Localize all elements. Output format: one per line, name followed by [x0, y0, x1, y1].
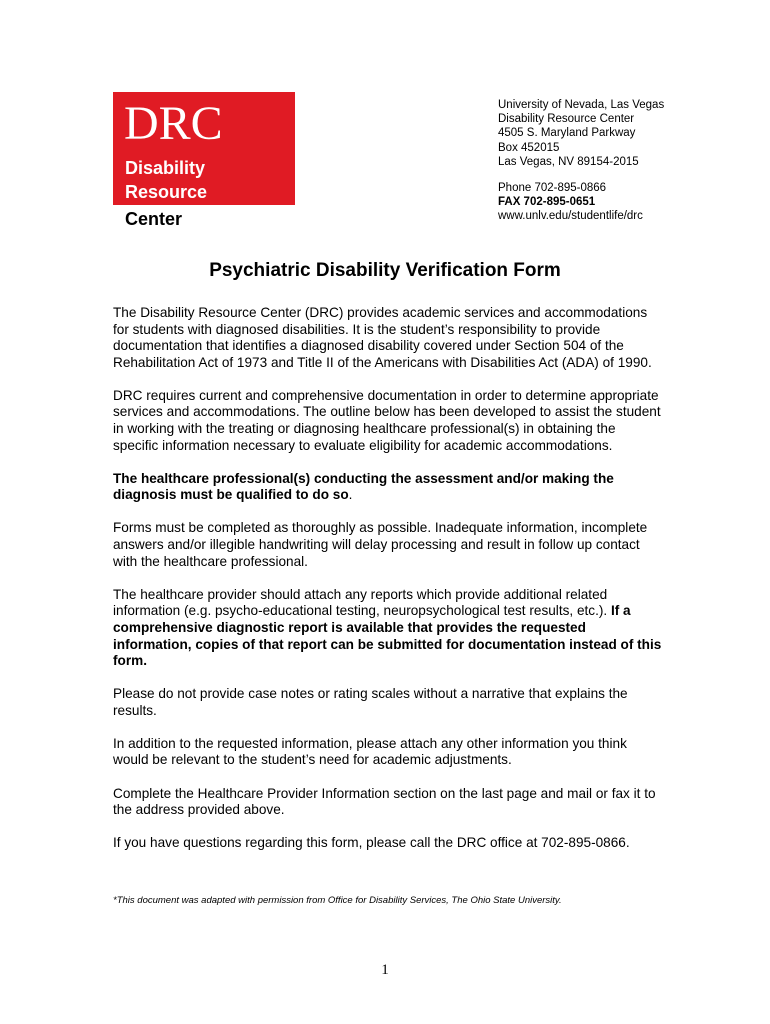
- paragraph-submit: Complete the Healthcare Provider Information section on the last page and mail or fax it to the address provided above.: [113, 785, 656, 818]
- reports-bold-text: If a comprehensive diagnostic report is available that provides the requested information, copies of that report can be submitted for documentation instead of this form.: [113, 603, 662, 669]
- page-number: 1: [381, 962, 389, 978]
- paragraph-case-notes: Please do not provide case notes or rating scales without a narrative that explains the results.: [113, 686, 628, 718]
- footnote: *This document was adapted with permission from Office for Disability Services, The Ohio State University.: [113, 895, 562, 906]
- phone-number: Phone 702-895-0866: [498, 182, 607, 195]
- address-line: Box 452015: [498, 141, 560, 154]
- paragraph-questions: If you have questions regarding this form, please call the DRC office at 702-895-0866.: [113, 835, 630, 851]
- paragraph-qualified: [113, 471, 663, 504]
- drc-logo: [113, 92, 295, 232]
- address-line: Las Vegas, NV 89154-2015: [498, 155, 639, 168]
- address-line: 4505 S. Maryland Parkway: [498, 127, 636, 140]
- address-line: University of Nevada, Las Vegas: [498, 99, 665, 111]
- paragraph-requirements: DRC requires current and comprehensive documentation in order to determine appropriate services and accommodations. The outline below has been developed to assist the student in working with the treating or diagnosing healthcare professional(s) in obtaining the specific information necessary to evaluate eligibility for academic accommodations.: [113, 387, 661, 453]
- logo-line-center: Center: [125, 209, 183, 229]
- paragraph-completion: Forms must be completed as thoroughly as possible. Inadequate information, incomplete answers and/or illegible handwriting will delay processing and result in follow up contact with the healthcare professional.: [113, 520, 648, 569]
- address-block: [498, 98, 664, 224]
- logo-line-resource: Resource: [125, 182, 208, 202]
- paragraph-intro: The Disability Resource Center (DRC) provides academic services and accommodations for students with diagnosed disabilities. It is the student’s responsibility to provide documentation that identifies a diagnosed disability covered under Section 504 of the Rehabilitation Act of 1973 and Title II of the Americans with Disabilities Act (ADA) of 1990.: [113, 305, 652, 370]
- qualified-period: .: [348, 487, 353, 503]
- paragraph-reports: [113, 587, 663, 670]
- logo-line-disability: Disability: [125, 158, 206, 178]
- logo-abbr: DRC: [124, 97, 223, 150]
- address-line: Disability Resource Center: [498, 113, 635, 126]
- fax-number: FAX 702-895-0651: [498, 196, 596, 209]
- website-url: www.unlv.edu/studentlife/drc: [498, 210, 643, 223]
- qualified-bold-text: The healthcare professional(s) conducting the assessment and/or making the diagnosis must be qualified to do so: [113, 470, 614, 503]
- reports-text: The healthcare provider should attach any reports which provide additional related information (e.g. psycho-educational testing, neuropsychological test results, etc.).: [113, 586, 611, 619]
- form-title: Psychiatric Disability Verification Form: [209, 260, 561, 281]
- document-body: [113, 305, 663, 868]
- paragraph-additional-info: In addition to the requested information, please attach any other information you think would be relevant to the student’s need for academic adjustments.: [113, 735, 627, 768]
- address-spacer: [498, 169, 664, 181]
